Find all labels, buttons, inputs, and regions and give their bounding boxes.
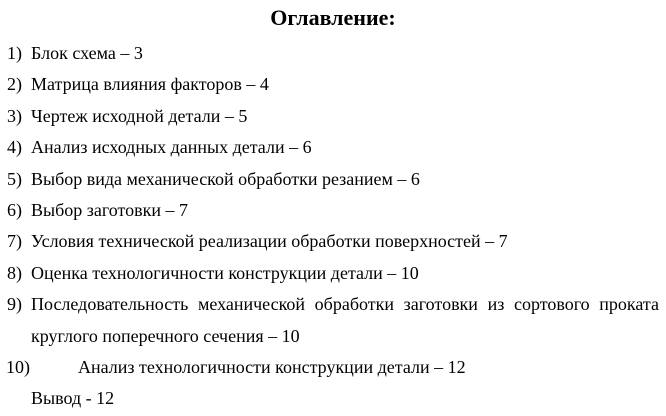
toc-entry-text: Анализ технологичности конструкции детали – 12 bbox=[78, 356, 466, 377]
toc-entry-number: 4) bbox=[7, 137, 22, 158]
toc-entry-2 bbox=[0, 69, 666, 100]
toc-entry-4 bbox=[0, 132, 666, 163]
toc-entry-6 bbox=[0, 195, 666, 226]
toc-entry-text: Выбор вида механической обработки резанием – 6 bbox=[31, 168, 420, 189]
toc-entry-number: 6) bbox=[7, 199, 22, 220]
toc-entry-10 bbox=[0, 352, 666, 383]
toc-entry-number: 5) bbox=[7, 168, 22, 189]
toc-entry-number: 9) bbox=[7, 294, 22, 315]
toc-entry-text: Выбор заготовки – 7 bbox=[31, 199, 189, 220]
toc-entry-3 bbox=[0, 101, 666, 132]
toc-entry-1 bbox=[0, 38, 666, 69]
toc-entry-number: 2) bbox=[7, 74, 22, 95]
toc-conclusion bbox=[0, 383, 666, 414]
toc-entry-text: Блок схема – 3 bbox=[31, 43, 143, 63]
toc-entry-number: 8) bbox=[7, 262, 22, 283]
toc-entry-9 bbox=[0, 289, 666, 352]
table-of-contents bbox=[0, 38, 666, 415]
page-title: Оглавление: bbox=[270, 5, 396, 30]
toc-entry-text: Оценка технологичности конструкции детали – 10 bbox=[31, 262, 419, 283]
toc-entry-text: Чертеж исходной детали – 5 bbox=[31, 105, 248, 126]
toc-entry-8 bbox=[0, 258, 666, 289]
toc-entry-text: Матрица влияния факторов – 4 bbox=[31, 74, 269, 95]
toc-entry-number: 10) bbox=[6, 356, 30, 377]
toc-entry-7 bbox=[0, 226, 666, 257]
toc-entry-5 bbox=[0, 164, 666, 195]
toc-entry-text: Анализ исходных данных детали – 6 bbox=[31, 137, 312, 158]
toc-entry-number: 3) bbox=[7, 105, 22, 126]
toc-entry-text: Последовательность механической обработки заготовки из сортового проката круглого поперечного сечения – 10 bbox=[31, 294, 659, 346]
toc-entry-text: Условия технической реализации обработки поверхностей – 7 bbox=[31, 231, 508, 252]
toc-entry-number: 1) bbox=[7, 43, 22, 63]
toc-entry-number: 7) bbox=[7, 231, 22, 252]
toc-conclusion-text: Вывод - 12 bbox=[31, 388, 115, 409]
